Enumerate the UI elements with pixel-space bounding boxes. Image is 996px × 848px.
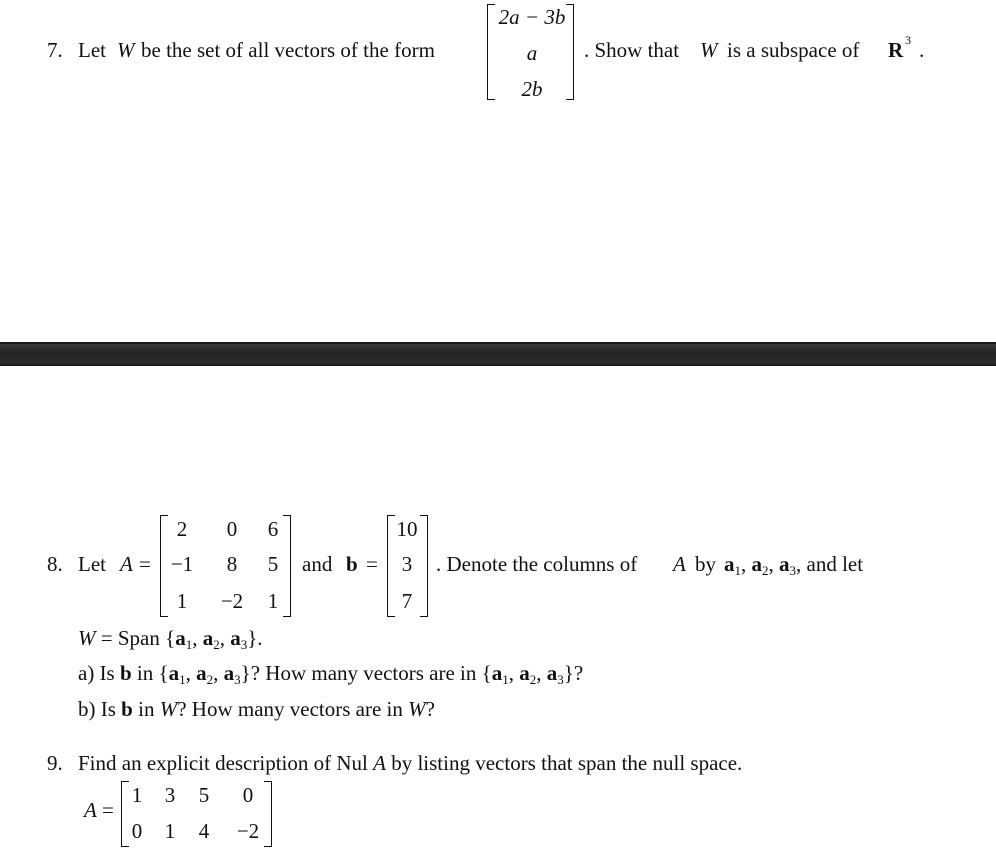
problem-8-by: by (695, 552, 716, 576)
matrix-a-nul-cell: 1 (164, 819, 176, 843)
problem-8-equals: = (139, 552, 151, 576)
problem-8-and: and (302, 552, 333, 576)
problem-8-symbol-a: A (120, 552, 133, 576)
problem-9-statement: Find an explicit description of Nul A by listing vectors that span the null space. (78, 751, 743, 775)
problem-7-vector-entry-1: 2a − 3b (498, 5, 566, 29)
problem-8-symbol-a-2: A (673, 552, 686, 576)
problem-8-intro: Let (78, 552, 106, 576)
problem-7-subspace-text: is a subspace of (727, 38, 860, 62)
problem-7-symbol-w: W (117, 38, 135, 62)
matrix-a-nul-cell: 5 (198, 783, 210, 807)
problem-7-intro: Let (78, 38, 106, 62)
problem-7-period: . (919, 38, 925, 62)
problem-7-vector-entry-3: 2b (521, 77, 543, 101)
matrix-a-nul-cell: 0 (131, 819, 143, 843)
problem-9-symbol-a: A (84, 798, 97, 822)
question-8b: b) Is b in W? How many vectors are in W? (78, 697, 435, 721)
problem-8-symbol-b: b (346, 552, 358, 576)
vector-b-entry: 7 (401, 589, 413, 613)
matrix-a-nul-cell: −2 (236, 819, 260, 843)
matrix-a-nul-cell: 1 (131, 783, 143, 807)
matrix-a-cell: 8 (226, 552, 238, 576)
problem-7-symbol-r: R (888, 38, 904, 62)
problem-7-vector-entry-2: a (526, 41, 538, 65)
problem-7-symbol-w-2: W (700, 38, 718, 62)
matrix-a-cell: 1 (176, 589, 188, 613)
span-definition: W = Span {$a_1$, $a_2$, $a_3$}. (78, 626, 263, 652)
matrix-a-cell: 2 (176, 517, 188, 541)
matrix-a-cell: 5 (267, 552, 279, 576)
problem-7-number: 7. (47, 38, 63, 62)
problem-8-column-list: $a_1$, $a_2$, $a_3$, and let (724, 552, 864, 578)
page-divider (0, 342, 996, 366)
matrix-a-nul-cell: 3 (164, 783, 176, 807)
problem-7-exponent: 3 (905, 33, 911, 47)
problem-7-statement: be the set of all vectors of the form (141, 38, 435, 62)
problem-9-number: 9. (47, 751, 63, 775)
problem-7-show-that: . Show that (584, 38, 680, 62)
problem-8-denote-text: . Denote the columns of (436, 552, 638, 576)
matrix-a-nul-right-bracket (264, 781, 272, 847)
matrix-a-nul-cell: 4 (198, 819, 210, 843)
vector-b-entry: 3 (401, 552, 413, 576)
matrix-a-cell: 6 (267, 517, 279, 541)
question-8a: a) Is b in {$a_1$, $a_2$, $a_3$}? How many vectors are in {$a_1$, $a_2$, $a_3$}? (78, 661, 584, 687)
vector-b-entry: 10 (396, 517, 418, 541)
problem-9-equals: = (102, 798, 114, 822)
problem-7-left-bracket (487, 4, 495, 100)
matrix-a-cell: −2 (220, 589, 244, 613)
matrix-a-nul-cell: 0 (242, 783, 254, 807)
matrix-a-cell: 0 (226, 517, 238, 541)
matrix-a-cell: −1 (170, 552, 194, 576)
problem-8-number: 8. (47, 552, 63, 576)
problem-8-equals-2: = (366, 552, 378, 576)
matrix-a-cell: 1 (267, 589, 279, 613)
